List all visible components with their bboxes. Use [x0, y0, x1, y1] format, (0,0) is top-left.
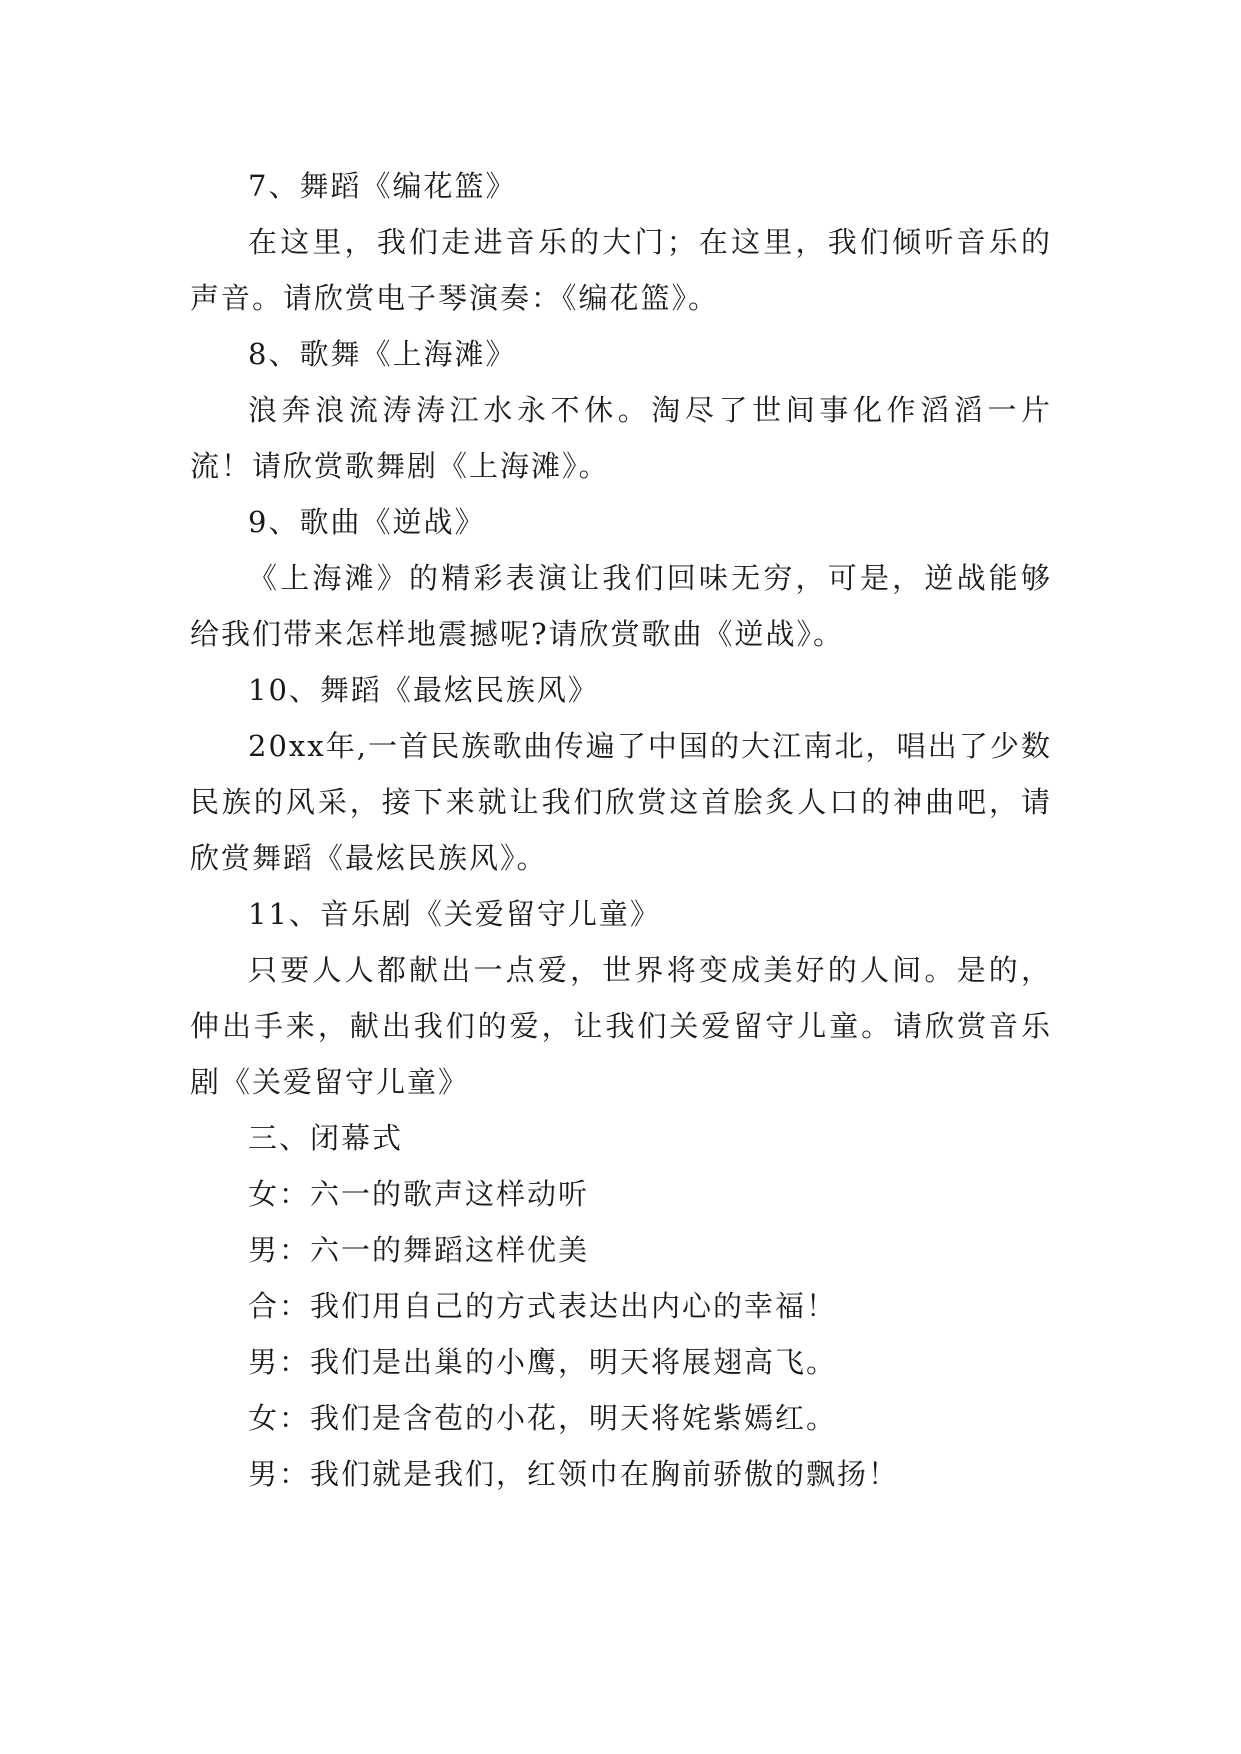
program-item-heading: 11、音乐剧《关爱留守儿童》	[248, 897, 661, 931]
section-heading-closing: 三、闭幕式	[248, 1121, 404, 1155]
host-intro-paragraph: 20xx年,一首民族歌曲传遍了中国的大江南北，唱出了少数民族的风采，接下来就让我们欣赏这首脍炙人口的神曲吧，请欣赏舞蹈《最炫民族风》。	[190, 729, 1052, 875]
program-item-heading: 10、舞蹈《最炫民族风》	[248, 673, 599, 707]
program-item-heading: 9、歌曲《逆战》	[248, 505, 486, 539]
dialogue-line: 合：我们用自己的方式表达出内心的幸福！	[248, 1289, 838, 1323]
host-intro-paragraph: 只要人人都献出一点爱，世界将变成美好的人间。是的，伸出手来，献出我们的爱，让我们关爱留守儿童。请欣赏音乐剧《关爱留守儿童》	[190, 953, 1052, 1099]
document-body	[190, 158, 1052, 1502]
dialogue-line: 男：六一的舞蹈这样优美	[248, 1233, 590, 1267]
dialogue-line: 女：六一的歌声这样动听	[248, 1177, 590, 1211]
host-intro-paragraph: 浪奔浪流涛涛江水永不休。淘尽了世间事化作滔滔一片流！请欣赏歌舞剧《上海滩》。	[190, 393, 1052, 483]
dialogue-line: 男：我们是出巢的小鹰，明天将展翅高飞。	[248, 1345, 838, 1379]
host-intro-paragraph: 《上海滩》的精彩表演让我们回味无穷，可是，逆战能够给我们带来怎样地震撼呢?请欣赏歌曲《逆战》。	[190, 561, 1052, 651]
dialogue-line: 女：我们是含苞的小花，明天将姹紫嫣红。	[248, 1401, 838, 1435]
program-item-heading: 8、歌舞《上海滩》	[248, 337, 517, 371]
host-intro-paragraph: 在这里，我们走进音乐的大门；在这里，我们倾听音乐的声音。请欣赏电子琴演奏：《编花篮》。	[190, 225, 1052, 315]
dialogue-line: 男：我们就是我们，红领巾在胸前骄傲的飘扬！	[248, 1457, 900, 1491]
program-item-heading: 7、舞蹈《编花篮》	[248, 169, 517, 203]
